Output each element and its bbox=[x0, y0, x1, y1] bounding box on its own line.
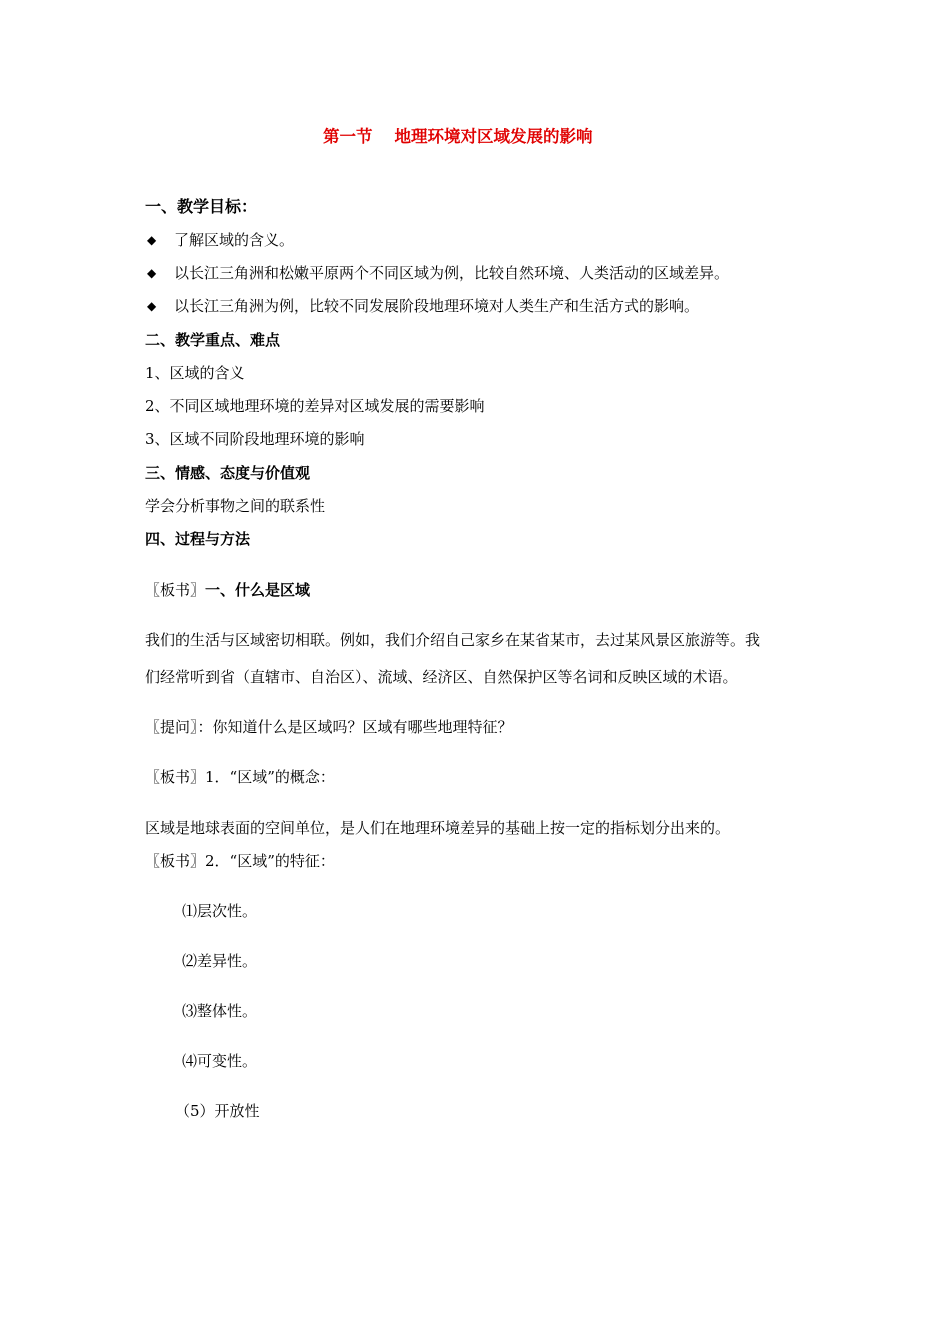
question-line: 〖提问〗：你知道什么是区域吗？区域有哪些地理特征？ bbox=[145, 718, 513, 736]
key-point-3: 3、区域不同阶段地理环境的影响 bbox=[145, 430, 365, 448]
bullet-icon: ◆ bbox=[147, 299, 157, 313]
section1-heading: 一、教学目标： bbox=[145, 197, 258, 216]
document-title bbox=[323, 127, 593, 147]
definition-line: 区域是地球表面的空间单位，是人们在地理环境差异的基础上按一定的指标划分出来的。 bbox=[145, 819, 731, 837]
feature-item-1: ⑴层次性。 bbox=[182, 902, 258, 920]
section3-heading: 三、情感、态度与价值观 bbox=[145, 464, 311, 482]
paragraph-line-1: 我们的生活与区域密切相联。例如，我们介绍自己家乡在某省某市，去过某风景区旅游等。我 bbox=[145, 631, 761, 649]
key-point-1: 1、区域的含义 bbox=[145, 364, 245, 382]
title-main: 地理环境对区域发展的影响 bbox=[394, 127, 593, 146]
feature-item-2: ⑵差异性。 bbox=[182, 952, 258, 970]
feature-item-4: ⑷可变性。 bbox=[182, 1052, 258, 1070]
board-tag: 〖板书〗 bbox=[145, 581, 206, 599]
bullet-icon: ◆ bbox=[147, 233, 157, 247]
key-point-2: 2、不同区域地理环境的差异对区域发展的需要影响 bbox=[145, 397, 485, 415]
board-note-1 bbox=[145, 580, 310, 600]
goal-item-1: 了解区域的含义。 bbox=[174, 231, 295, 249]
bullet-icon: ◆ bbox=[147, 266, 157, 280]
board-note-2: 〖板书〗1．“区域”的概念： bbox=[145, 768, 335, 786]
feature-item-3: ⑶整体性。 bbox=[182, 1002, 258, 1020]
section4-heading: 四、过程与方法 bbox=[145, 530, 251, 548]
goal-item-2: 以长江三角洲和松嫩平原两个不同区域为例，比较自然环境、人类活动的区域差异。 bbox=[174, 264, 730, 282]
goal-item-3: 以长江三角洲为例，比较不同发展阶段地理环境对人类生产和生活方式的影响。 bbox=[174, 297, 700, 315]
section2-heading: 二、教学重点、难点 bbox=[145, 331, 281, 349]
title-prefix: 第一节 bbox=[323, 127, 373, 146]
board-note-3: 〖板书〗2．“区域”的特征： bbox=[145, 852, 335, 870]
feature-item-5: （5）开放性 bbox=[175, 1102, 260, 1120]
paragraph-line-2: 们经常听到省（直辖市、自治区）、流域、经济区、自然保护区等名词和反映区域的术语。 bbox=[145, 668, 738, 686]
board-heading: 一、什么是区域 bbox=[205, 581, 311, 599]
section3-text: 学会分析事物之间的联系性 bbox=[145, 497, 326, 515]
